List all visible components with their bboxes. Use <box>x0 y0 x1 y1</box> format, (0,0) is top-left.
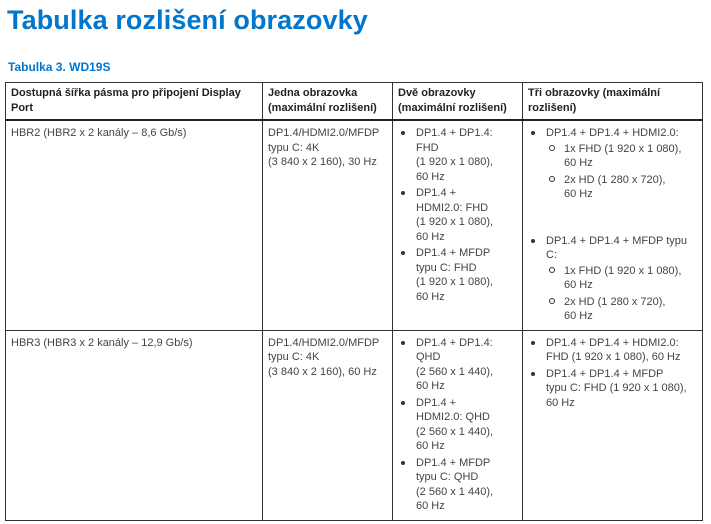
table-caption: Tabulka 3. WD19S <box>8 60 111 74</box>
header-bandwidth <box>6 83 263 121</box>
cell-line: DP1.4/HDMI2.0/MFDP <box>268 127 380 139</box>
cell-line: typu C: 4K <box>268 141 320 154</box>
option-item <box>398 186 517 244</box>
dual-display-cell <box>393 330 523 520</box>
option-line: typu C: FHD <box>416 261 477 274</box>
option-line: 60 Hz <box>416 230 445 243</box>
cell-line: (3 840 x 2 160), 60 Hz <box>268 365 377 378</box>
header-triple-display <box>523 83 703 121</box>
option-line: DP1.4 + <box>416 187 457 199</box>
option-line: 2x HD (1 280 x 720), <box>564 295 666 308</box>
header-single-display <box>263 83 393 121</box>
option-line: DP1.4 + DP1.4 + HDMI2.0: <box>546 336 679 349</box>
option-item <box>528 234 697 324</box>
option-line: 60 Hz <box>564 310 593 322</box>
option-item <box>528 367 697 411</box>
sub-option-list <box>546 142 697 202</box>
table-header-row <box>6 83 703 121</box>
sub-option-list <box>546 264 697 324</box>
option-line: HDMI2.0: FHD <box>416 201 489 214</box>
option-item <box>398 336 517 394</box>
dual-display-cell <box>393 120 523 330</box>
option-line: DP1.4 + <box>416 396 457 409</box>
option-item <box>398 456 517 514</box>
header-line: (maximální rozlišení) <box>398 101 507 114</box>
option-line: DP1.4 + MFDP <box>416 456 491 469</box>
sub-option-item <box>546 142 697 171</box>
option-line: 1x FHD (1 920 x 1 080), <box>564 142 682 155</box>
sub-option-item <box>546 295 697 324</box>
option-line: 1x FHD (1 920 x 1 080), <box>564 264 682 277</box>
option-item <box>398 246 517 304</box>
option-line: 2x HD (1 280 x 720), <box>564 173 666 186</box>
option-line: DP1.4 + DP1.4: QHD <box>416 336 493 363</box>
header-line: Dostupná šířka pásma pro připojení Display <box>11 87 241 99</box>
option-list <box>528 126 697 324</box>
option-item <box>398 126 517 184</box>
option-line: C: <box>546 249 557 261</box>
header-line: Tři obrazovky (maximální <box>528 87 661 99</box>
single-display-cell <box>263 120 393 330</box>
option-list <box>398 126 517 304</box>
triple-display-cell <box>523 120 703 330</box>
resolution-table <box>5 82 703 521</box>
triple-display-cell <box>523 330 703 520</box>
option-line: HDMI2.0: QHD <box>416 411 490 423</box>
table-row <box>6 120 703 330</box>
header-line: (maximální rozlišení) <box>268 101 377 114</box>
header-line: Dvě obrazovky <box>398 87 476 99</box>
option-line: 60 Hz <box>416 440 445 452</box>
option-item <box>398 396 517 454</box>
option-line: DP1.4 + DP1.4 + MFDP <box>546 367 664 380</box>
option-line: 60 Hz <box>416 500 445 512</box>
option-line: DP1.4 + DP1.4 + HDMI2.0: <box>546 127 679 139</box>
option-list <box>528 336 697 411</box>
table-row <box>6 330 703 520</box>
option-line: DP1.4 + DP1.4: FHD <box>416 127 493 154</box>
option-line: 60 Hz <box>564 279 593 291</box>
option-line: (2 560 x 1 440), <box>416 365 494 378</box>
option-item <box>528 336 697 365</box>
cell-line: typu C: 4K <box>268 351 320 363</box>
option-line: (1 920 x 1 080), <box>416 276 494 288</box>
option-list <box>398 336 517 514</box>
option-line: 60 Hz <box>564 157 593 169</box>
bandwidth-cell: HBR3 (HBR3 x 2 kanály – 12,9 Gb/s) <box>6 330 263 520</box>
option-line: 60 Hz <box>416 290 445 303</box>
header-line: rozlišení) <box>528 101 577 114</box>
option-line: typu C: QHD <box>416 471 479 483</box>
sub-option-item <box>546 264 697 293</box>
option-line: (1 920 x 1 080), <box>416 156 494 168</box>
option-line: FHD (1 920 x 1 080), 60 Hz <box>546 351 681 363</box>
bandwidth-cell: HBR2 (HBR2 x 2 kanály – 8,6 Gb/s) <box>6 120 263 330</box>
option-item <box>528 126 697 202</box>
header-line: Port <box>11 101 33 114</box>
option-line: 60 Hz <box>416 170 445 183</box>
header-line: Jedna obrazovka <box>268 87 358 99</box>
single-display-cell <box>263 330 393 520</box>
option-line: DP1.4 + MFDP <box>416 247 491 259</box>
header-dual-display <box>393 83 523 121</box>
option-line: 60 Hz <box>564 188 593 200</box>
cell-line: DP1.4/HDMI2.0/MFDP <box>268 336 380 349</box>
page-title: Tabulka rozlišení obrazovky <box>7 5 368 35</box>
option-line: typu C: FHD (1 920 x 1 080), <box>546 382 687 394</box>
option-line: 60 Hz <box>546 396 575 409</box>
option-line: (1 920 x 1 080), <box>416 216 494 228</box>
option-line: (2 560 x 1 440), <box>416 485 494 498</box>
sub-option-item <box>546 173 697 202</box>
option-line: 60 Hz <box>416 380 445 392</box>
option-line: (2 560 x 1 440), <box>416 425 494 438</box>
cell-line: (3 840 x 2 160), 30 Hz <box>268 156 377 168</box>
option-line: DP1.4 + DP1.4 + MFDP typu <box>546 234 688 247</box>
